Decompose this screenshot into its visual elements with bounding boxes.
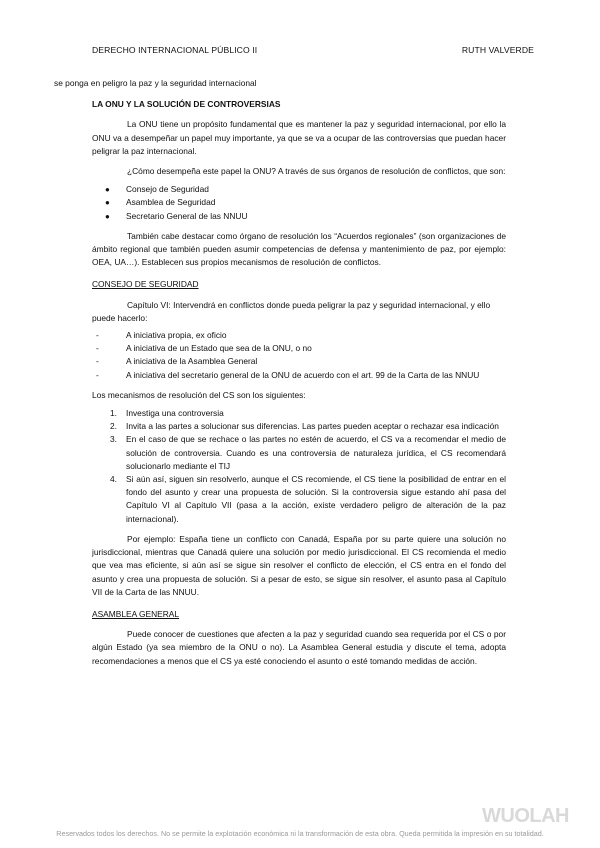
list-item-text: Investiga una controversia xyxy=(126,408,224,419)
mechanisms-list xyxy=(92,407,506,526)
section-heading-onu: LA ONU Y LA SOLUCIÓN DE CONTROVERSIAS xyxy=(92,99,281,110)
bullet-icon: ● xyxy=(105,198,110,208)
document-body xyxy=(54,77,506,668)
paragraph: Por ejemplo: España tiene un conflicto con Canadá, España por su parte quiere una solución no jurisdiccional, mientras que Canadá quiere una solución por medio jurisdiccional. El CS recomienda el medio que vea mas eficiente, si aún así se sigue sin resolver el conflicto de elección, el CS entra en el fondo del asunto y crea una propuesta de solución. Si a pesar de esto, se sigue sin resolver, el asunto pasa al Capítulo VII de la Carta de las NNUU. xyxy=(92,533,506,597)
list-item-text: Si aún así, siguen sin resolverlo, aunque el CS recomiende, el CS tiene la posibilidad de entrar en el fondo del asunto y crear una propuesta de solución. Si la controversia sigue estando ahí pasa del Capítulo VI al Capítulo VII (pasa a la acción, existe verdadero peligro de alteración de la paz internacional). xyxy=(126,474,506,524)
list-item-text: A iniciativa del secretario general de la ONU de acuerdo con el art. 99 de la Carta de las NNUU xyxy=(126,369,480,380)
list-item xyxy=(92,210,506,223)
paragraph: Puede conocer de cuestiones que afecten a la paz y seguridad cuando sea requerida por el CS o por algún Estado (ya sea miembro de la ONU o no). La Asamblea General estudia y discute el tema, adopta recomendaciones a menos que el CS ya esté conociendo el asunto o esté tomando medidas de acción. xyxy=(92,629,506,666)
paragraph: También cabe destacar como órgano de resolución los “Acuerdos regionales” (son organizaciones de ámbito regional que también pueden asumir competencias de defensa y mantenimiento de paz, por ejemplo: OEA, UA…). Establecen sus propios mecanismos de resolución de conflictos. xyxy=(92,230,506,268)
list-number: 1. xyxy=(110,408,117,419)
dash-marker: - xyxy=(96,356,99,367)
paragraph: Los mecanismos de resolución del CS son los siguientes: xyxy=(92,389,306,400)
section-heading-asamblea: ASAMBLEA GENERAL xyxy=(92,608,180,619)
initiative-list xyxy=(92,329,506,382)
list-item-text: Consejo de Seguridad xyxy=(126,184,209,195)
list-item-text: Secretario General de las NNUU xyxy=(126,210,248,221)
list-number: 4. xyxy=(110,474,117,485)
list-item-text: Asamblea de Seguridad xyxy=(126,197,216,208)
list-item xyxy=(92,407,506,420)
continuation-text: se ponga en peligro la paz y la seguridad internacional xyxy=(54,78,257,88)
paragraph: ¿Cómo desempeña este papel la ONU? A través de sus órganos de resolución de conflictos, que son: xyxy=(127,166,506,177)
dash-marker: - xyxy=(96,369,99,380)
list-item xyxy=(92,183,506,196)
list-item xyxy=(92,342,506,355)
list-item xyxy=(92,196,506,209)
header-course-title: DERECHO INTERNACIONAL PÚBLICO II xyxy=(92,45,258,55)
list-item-text: Invita a las partes a solucionar sus diferencias. Las partes pueden aceptar o rechazar esa indicación xyxy=(126,421,499,432)
header-author: RUTH VALVERDE xyxy=(461,45,534,55)
list-item xyxy=(92,420,506,433)
list-item-text: En el caso de que se rechace o las partes no estén de acuerdo, el CS va a recomendar el medio de solución de controversia. Cuando es una controversia de naturaleza jurídica, el CS recomendará solucionarlo mediante el TIJ xyxy=(126,434,506,471)
bullet-icon: ● xyxy=(105,185,110,195)
dash-marker: - xyxy=(96,330,99,341)
list-item-text: A iniciativa propia, ex oficio xyxy=(126,330,227,341)
list-item xyxy=(92,473,506,526)
paragraph: La ONU tiene un propósito fundamental que es mantener la paz y seguridad internacional, por ello la ONU va a desempeñar un papel muy importante, ya que se va a ocupar de las controversias que puedan hacer peligrar la paz internacional. xyxy=(92,119,506,156)
list-number: 2. xyxy=(110,421,117,432)
bullet-icon: ● xyxy=(105,211,110,221)
dash-marker: - xyxy=(96,343,99,354)
list-item-text: A iniciativa de un Estado que sea de la ONU, o no xyxy=(126,343,312,354)
list-item-text: A iniciativa de la Asamblea General xyxy=(126,356,258,367)
list-item xyxy=(92,355,506,368)
list-item xyxy=(92,329,506,342)
copyright-footer: Reservados todos los derechos. No se permite la explotación económica ni la transformación de esta obra. Queda permitida la impresión en su totalidad. xyxy=(56,829,544,838)
list-item xyxy=(92,433,506,473)
section-heading-consejo: CONSEJO DE SEGURIDAD xyxy=(92,279,199,290)
list-item xyxy=(92,369,506,382)
list-number: 3. xyxy=(110,434,117,445)
wuolah-watermark: WUOLAH xyxy=(482,805,569,827)
organs-list xyxy=(92,183,506,223)
paragraph: Capítulo VI: Intervendrá en conflictos donde pueda peligrar la paz y seguridad internacional, y ello puede hacerlo: xyxy=(92,299,491,323)
